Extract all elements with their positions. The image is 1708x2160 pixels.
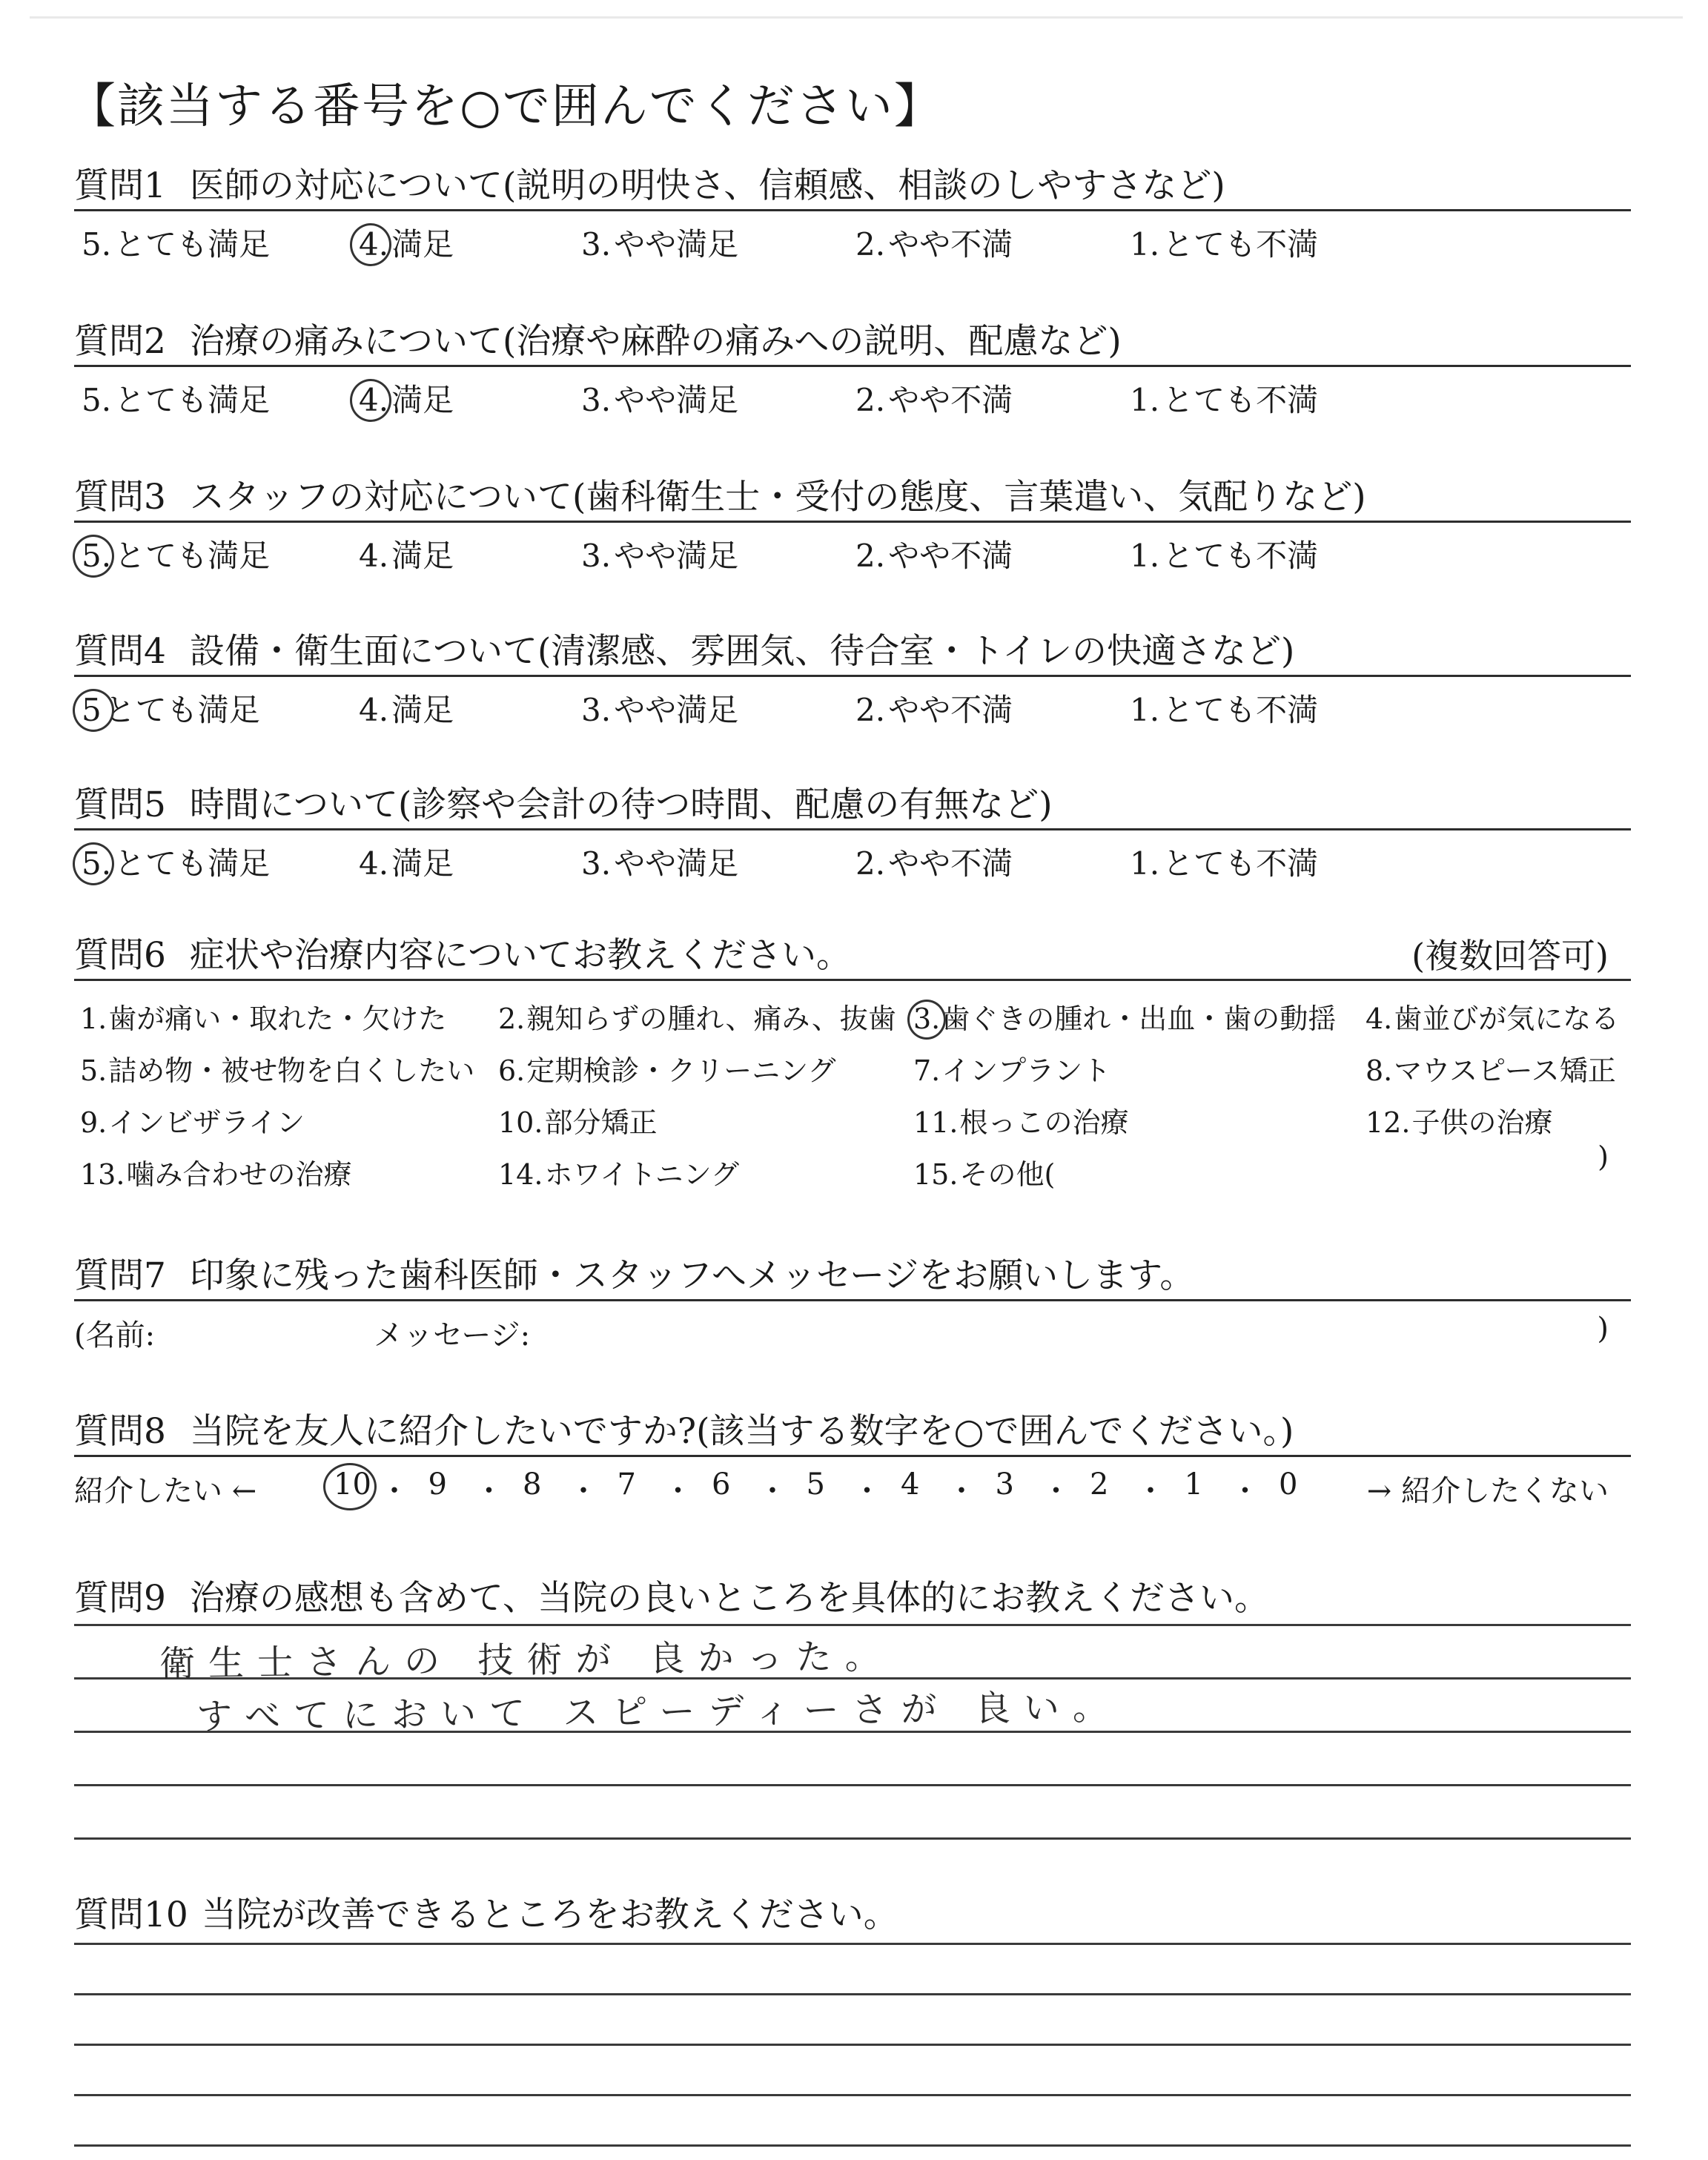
option-number: 5. <box>82 382 112 418</box>
question-text: 当院を友人に紹介したいですか?(該当する数字を○で囲んでください。) <box>189 1411 1294 1452</box>
option-number: 1. <box>1130 226 1160 262</box>
rating-option[interactable] <box>853 376 1013 420</box>
symptom-option[interactable] <box>1364 1100 1552 1140</box>
rating-option[interactable] <box>578 839 738 884</box>
question-text: 治療の感想も含めて、当院の良いところを具体的にお教えください。 <box>189 1578 1269 1619</box>
option-label: 満足 <box>391 692 454 728</box>
option-number: 1. <box>1130 538 1160 574</box>
option-number: 3. <box>581 845 612 882</box>
rating-option[interactable] <box>578 220 738 265</box>
name-label: (名前: <box>74 1318 156 1353</box>
rating-options <box>74 523 1631 575</box>
answer-line <box>74 2144 1631 2147</box>
option-number: 2. <box>855 382 886 418</box>
scale-value[interactable]: 3 <box>995 1467 1014 1502</box>
question-text: 症状や治療内容についてお教えください。 <box>189 935 851 976</box>
answer-line <box>74 1993 1631 1995</box>
option-label: その他( <box>959 1158 1056 1191</box>
recommend-right-label: → 紹介したくない <box>1366 1474 1609 1508</box>
rating-option[interactable] <box>853 686 1013 730</box>
scale-separator: ・ <box>569 1474 598 1508</box>
option-number: 5. <box>80 1054 107 1087</box>
question-text: 時間について(診察や会計の待つ時間、配慮の有無など) <box>189 785 1053 825</box>
multiple-answers-note: (複数回答可) <box>1411 936 1609 976</box>
option-number: 1. <box>1130 382 1160 418</box>
question-10 <box>74 1892 1631 1938</box>
rating-option[interactable] <box>356 686 454 730</box>
option-label: やや不満 <box>888 692 1013 728</box>
option-label: やや満足 <box>614 226 739 262</box>
option-number: 3. <box>581 692 612 728</box>
option-number: 3. <box>581 538 612 574</box>
question-number: 質問8 <box>74 1411 166 1452</box>
symptom-option[interactable] <box>497 1100 657 1140</box>
option-label: やや不満 <box>888 845 1013 882</box>
option-number: 2. <box>855 226 886 262</box>
rating-options <box>74 677 1631 729</box>
scale-value[interactable]: 8 <box>523 1467 542 1502</box>
option-label: やや満足 <box>614 538 739 574</box>
symptom-option[interactable] <box>1364 1048 1616 1089</box>
rating-options <box>74 830 1631 882</box>
scale-separator: ・ <box>1136 1474 1165 1508</box>
circled-option-number: 4. <box>356 226 391 262</box>
question-7 <box>74 1253 1631 1353</box>
option-label: やや満足 <box>614 692 739 728</box>
answer-line <box>74 2044 1631 2046</box>
symptom-option[interactable] <box>79 1048 474 1089</box>
option-label: とても満足 <box>114 226 271 262</box>
rating-option[interactable] <box>1127 376 1318 420</box>
option-label: やや不満 <box>888 226 1013 262</box>
option-number: 13. <box>80 1158 125 1191</box>
option-label: とても不満 <box>1162 226 1319 262</box>
symptom-option[interactable] <box>497 1152 739 1192</box>
option-number: 6. <box>498 1054 526 1087</box>
option-number: 2. <box>855 845 886 882</box>
answer-line <box>74 1943 1631 1945</box>
rating-options <box>74 367 1631 419</box>
option-number: 5. <box>82 226 112 262</box>
option-number: 3. <box>581 382 612 418</box>
option-label: 親知らずの腫れ、痛み、抜歯 <box>526 1003 896 1035</box>
form-heading: 【該当する番号を○で囲んでください】 <box>68 79 943 134</box>
option-number: 4. <box>1366 1003 1393 1035</box>
handwritten-answer-2: すべてにおいて スピーディーさが 良い。 <box>196 1686 1122 1738</box>
scale-separator: ・ <box>1041 1474 1071 1508</box>
symptom-option[interactable] <box>497 996 896 1037</box>
rating-option[interactable] <box>356 839 454 884</box>
option-label: とても満足 <box>114 382 271 418</box>
option-label: とても不満 <box>1162 845 1319 882</box>
question-text: 設備・衛生面について(清潔感、雰囲気、待合室・トイレの快適さなど) <box>189 631 1295 672</box>
option-label: 歯並びが気になる <box>1394 1003 1620 1035</box>
option-label: とても満足 <box>104 692 260 728</box>
question-number: 質問10 <box>74 1895 188 1935</box>
rating-option[interactable] <box>356 532 454 576</box>
scale-value[interactable]: 7 <box>617 1467 636 1502</box>
question-1 <box>74 163 1631 263</box>
option-number: 4. <box>359 845 389 882</box>
option-number: 2. <box>498 1003 526 1035</box>
rating-option[interactable] <box>853 532 1013 576</box>
message-close-paren: ) <box>1597 1312 1609 1346</box>
scale-value[interactable]: 5 <box>806 1467 825 1502</box>
answer-line <box>74 1837 1631 1840</box>
option-label: 子供の治療 <box>1411 1106 1553 1139</box>
message-label: メッセージ: <box>374 1318 531 1353</box>
rating-option[interactable] <box>356 376 454 420</box>
question-text: スタッフの対応について(歯科衛生士・受付の態度、言葉遣い、気配りなど) <box>189 477 1366 518</box>
scale-separator: ・ <box>758 1474 787 1508</box>
rating-option[interactable] <box>79 839 270 884</box>
option-number: 4. <box>359 692 389 728</box>
scale-value[interactable]: 6 <box>712 1467 731 1502</box>
rating-option[interactable] <box>1127 839 1318 884</box>
option-label: 満足 <box>391 538 454 574</box>
circled-option-number: 5 <box>79 692 105 728</box>
symptom-option[interactable] <box>497 1048 836 1089</box>
option-label: 定期検診・クリーニング <box>526 1054 836 1087</box>
option-number: 12. <box>1366 1106 1411 1139</box>
circled-option-number: 3. <box>913 1003 941 1035</box>
option-label: 満足 <box>391 226 454 262</box>
option-label: 満足 <box>391 845 454 882</box>
option-number: 15. <box>913 1158 959 1191</box>
option-label: とても不満 <box>1162 382 1319 418</box>
question-number: 質問3 <box>74 477 166 518</box>
option-label: マウスピース矯正 <box>1394 1054 1616 1087</box>
option-number: 2. <box>855 692 886 728</box>
question-number: 質問7 <box>74 1255 166 1296</box>
rating-option[interactable] <box>79 686 260 730</box>
question-4 <box>74 629 1631 729</box>
rating-option[interactable] <box>79 532 270 576</box>
rating-option[interactable] <box>1127 686 1318 730</box>
option-number: 10. <box>498 1106 543 1139</box>
scale-separator: ・ <box>380 1474 409 1508</box>
option-label: インビザライン <box>108 1106 305 1139</box>
symptom-option[interactable] <box>79 1152 351 1192</box>
scale-value[interactable]: 1 <box>1184 1467 1203 1502</box>
circled-option-number: 4. <box>356 382 391 418</box>
rating-option[interactable] <box>1127 532 1318 576</box>
rating-option[interactable] <box>1127 220 1318 265</box>
circled-option-number: 5. <box>79 845 114 882</box>
rating-option[interactable] <box>79 376 270 420</box>
option-label: 根っこの治療 <box>959 1106 1129 1139</box>
scale-separator: ・ <box>852 1474 882 1508</box>
question-2 <box>74 319 1631 419</box>
rating-option[interactable] <box>578 686 738 730</box>
option-number: 8. <box>1366 1054 1393 1087</box>
option-label: 歯が痛い・取れた・欠けた <box>108 1003 447 1035</box>
rating-option[interactable] <box>79 220 270 265</box>
scale-separator: ・ <box>1230 1474 1260 1508</box>
question-text: 当院が改善できるところをお教えください。 <box>201 1895 898 1935</box>
question-6 <box>74 933 1631 1196</box>
option-label: とても満足 <box>114 538 271 574</box>
option-number: 4. <box>359 538 389 574</box>
question-number: 質問6 <box>74 935 166 976</box>
option-label: 噛み合わせの治療 <box>126 1158 352 1191</box>
option-number: 11. <box>913 1106 959 1139</box>
option-label: とても不満 <box>1162 692 1319 728</box>
question-text: 医師の対応について(説明の明快さ、信頼感、相談のしやすさなど) <box>189 165 1225 206</box>
scale-separator: ・ <box>947 1474 976 1508</box>
option-label: 詰め物・被せ物を白くしたい <box>108 1054 475 1087</box>
scale-value[interactable]: 2 <box>1090 1467 1109 1502</box>
rating-option[interactable] <box>578 532 738 576</box>
scale-value[interactable]: 4 <box>901 1467 920 1502</box>
scale-value[interactable]: 0 <box>1279 1467 1298 1502</box>
question-text: 治療の痛みについて(治療や麻酔の痛みへの説明、配慮など) <box>189 321 1122 362</box>
circled-option-number: 5. <box>79 538 114 574</box>
rating-option[interactable] <box>578 376 738 420</box>
option-number: 1. <box>80 1003 107 1035</box>
question-number: 質問1 <box>74 165 166 206</box>
question-number: 質問5 <box>74 785 166 825</box>
answer-line <box>74 1784 1631 1786</box>
option-number: 1. <box>1130 845 1160 882</box>
option-number: 7. <box>913 1054 941 1087</box>
symptom-option[interactable] <box>1364 996 1619 1037</box>
question-number: 質問2 <box>74 321 166 362</box>
rating-option[interactable] <box>356 220 454 265</box>
scale-separator: ・ <box>663 1474 693 1508</box>
option-label: とても不満 <box>1162 538 1319 574</box>
symptom-option[interactable] <box>79 996 446 1037</box>
option-label: 満足 <box>391 382 454 418</box>
option-label: やや満足 <box>614 845 739 882</box>
option-number: 2. <box>855 538 886 574</box>
option-label: インプラント <box>941 1054 1111 1087</box>
option-label: とても満足 <box>114 845 271 882</box>
option-label: ホワイトニング <box>544 1158 740 1191</box>
symptom-option[interactable] <box>912 1152 1055 1192</box>
rating-option[interactable] <box>853 839 1013 884</box>
answer-line <box>74 2094 1631 2096</box>
scale-value[interactable]: 9 <box>428 1467 447 1502</box>
question-text: 印象に残った歯科医師・スタッフへメッセージをお願いします。 <box>189 1255 1195 1296</box>
option-number: 9. <box>80 1106 107 1139</box>
answer-line <box>74 1624 1631 1626</box>
handwritten-answer-1: 衛生士さんの 技術が 良かった。 <box>159 1635 894 1685</box>
scale-separator: ・ <box>474 1474 504 1508</box>
symptom-option[interactable] <box>912 996 1336 1037</box>
question-5 <box>74 782 1631 882</box>
symptom-option[interactable] <box>79 1100 305 1140</box>
question-8 <box>74 1409 1631 1516</box>
question-3 <box>74 475 1631 575</box>
question-number: 質問9 <box>74 1578 166 1619</box>
question-9 <box>74 1576 1631 1622</box>
option-number: 14. <box>498 1158 543 1191</box>
symptom-option[interactable] <box>912 1048 1110 1089</box>
symptom-option[interactable] <box>912 1100 1128 1140</box>
circled-scale-value[interactable]: 10 <box>334 1467 371 1502</box>
option-label: 歯ぐきの腫れ・出血・歯の動揺 <box>941 1003 1337 1035</box>
page-top-edge <box>30 16 1683 19</box>
option-label: やや不満 <box>888 538 1013 574</box>
option-number: 1. <box>1130 692 1160 728</box>
other-close-paren: ) <box>1598 1140 1609 1173</box>
recommend-scale <box>74 1457 1631 1516</box>
recommend-left-label: 紹介したい ← <box>74 1474 257 1508</box>
option-label: やや満足 <box>614 382 739 418</box>
symptom-options <box>74 981 1631 1196</box>
option-number: 3. <box>581 226 612 262</box>
question-number: 質問4 <box>74 631 166 672</box>
rating-options <box>74 211 1631 263</box>
option-label: 部分矯正 <box>544 1106 658 1139</box>
option-label: やや不満 <box>888 382 1013 418</box>
rating-option[interactable] <box>853 220 1013 265</box>
